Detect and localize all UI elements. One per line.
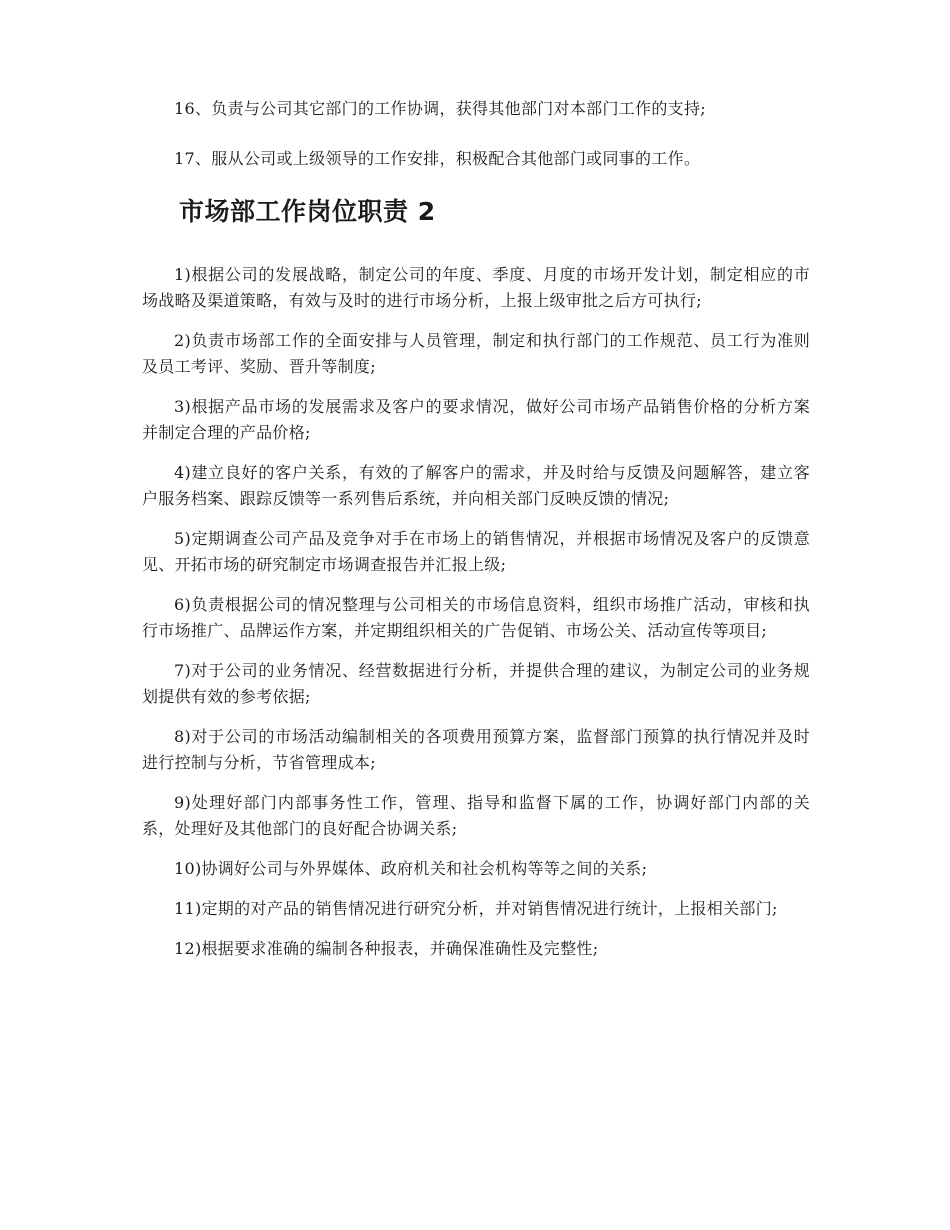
list-item: 16、负责与公司其它部门的工作协调，获得其他部门对本部门工作的支持; [174, 99, 706, 118]
intro-list [142, 96, 810, 172]
list-item: 17、服从公司或上级领导的工作安排，积极配合其他部门或同事的工作。 [174, 149, 701, 168]
list-item: 5)定期调查公司产品及竞争对手在市场上的销售情况，并根据市场情况及客户的反馈意见、开拓市场的研究制定市场调查报告并汇报上级; [142, 529, 810, 574]
list-item: 12)根据要求准确的编制各种报表，并确保准确性及完整性; [174, 939, 599, 958]
list-item: 4)建立良好的客户关系，有效的了解客户的需求，并及时给与反馈及问题解答，建立客户服务档案、跟踪反馈等一系列售后系统，并向相关部门反映反馈的情况; [142, 463, 810, 508]
list-item: 11)定期的对产品的销售情况进行研究分析，并对销售情况进行统计，上报相关部门; [174, 899, 778, 918]
list-item: 2)负责市场部工作的全面安排与人员管理，制定和执行部门的工作规范、员工行为准则及员工考评、奖励、晋升等制度; [142, 331, 810, 376]
list-item: 1)根据公司的发展战略，制定公司的年度、季度、月度的市场开发计划，制定相应的市场战略及渠道策略，有效与及时的进行市场分析，上报上级审批之后方可执行; [142, 265, 810, 310]
list-item: 9)处理好部门内部事务性工作，管理、指导和监督下属的工作，协调好部门内部的关系，处理好及其他部门的良好配合协调关系; [142, 793, 810, 838]
duty-list [142, 262, 810, 962]
list-item: 6)负责根据公司的情况整理与公司相关的市场信息资料，组织市场推广活动，审核和执行市场推广、品牌运作方案，并定期组织相关的广告促销、市场公关、活动宣传等项目; [142, 595, 810, 640]
list-item: 3)根据产品市场的发展需求及客户的要求情况，做好公司市场产品销售价格的分析方案并制定合理的产品价格; [142, 397, 810, 442]
list-item: 8)对于公司的市场活动编制相关的各项费用预算方案，监督部门预算的执行情况并及时进行控制与分析，节省管理成本; [142, 727, 810, 772]
document-body [142, 96, 810, 962]
list-item: 7)对于公司的业务情况、经营数据进行分析，并提供合理的建议，为制定公司的业务规划提供有效的参考依据; [142, 661, 810, 706]
list-item: 10)协调好公司与外界媒体、政府机关和社会机构等等之间的关系; [174, 859, 648, 878]
section-title: 市场部工作岗位职责 2 [179, 197, 436, 226]
